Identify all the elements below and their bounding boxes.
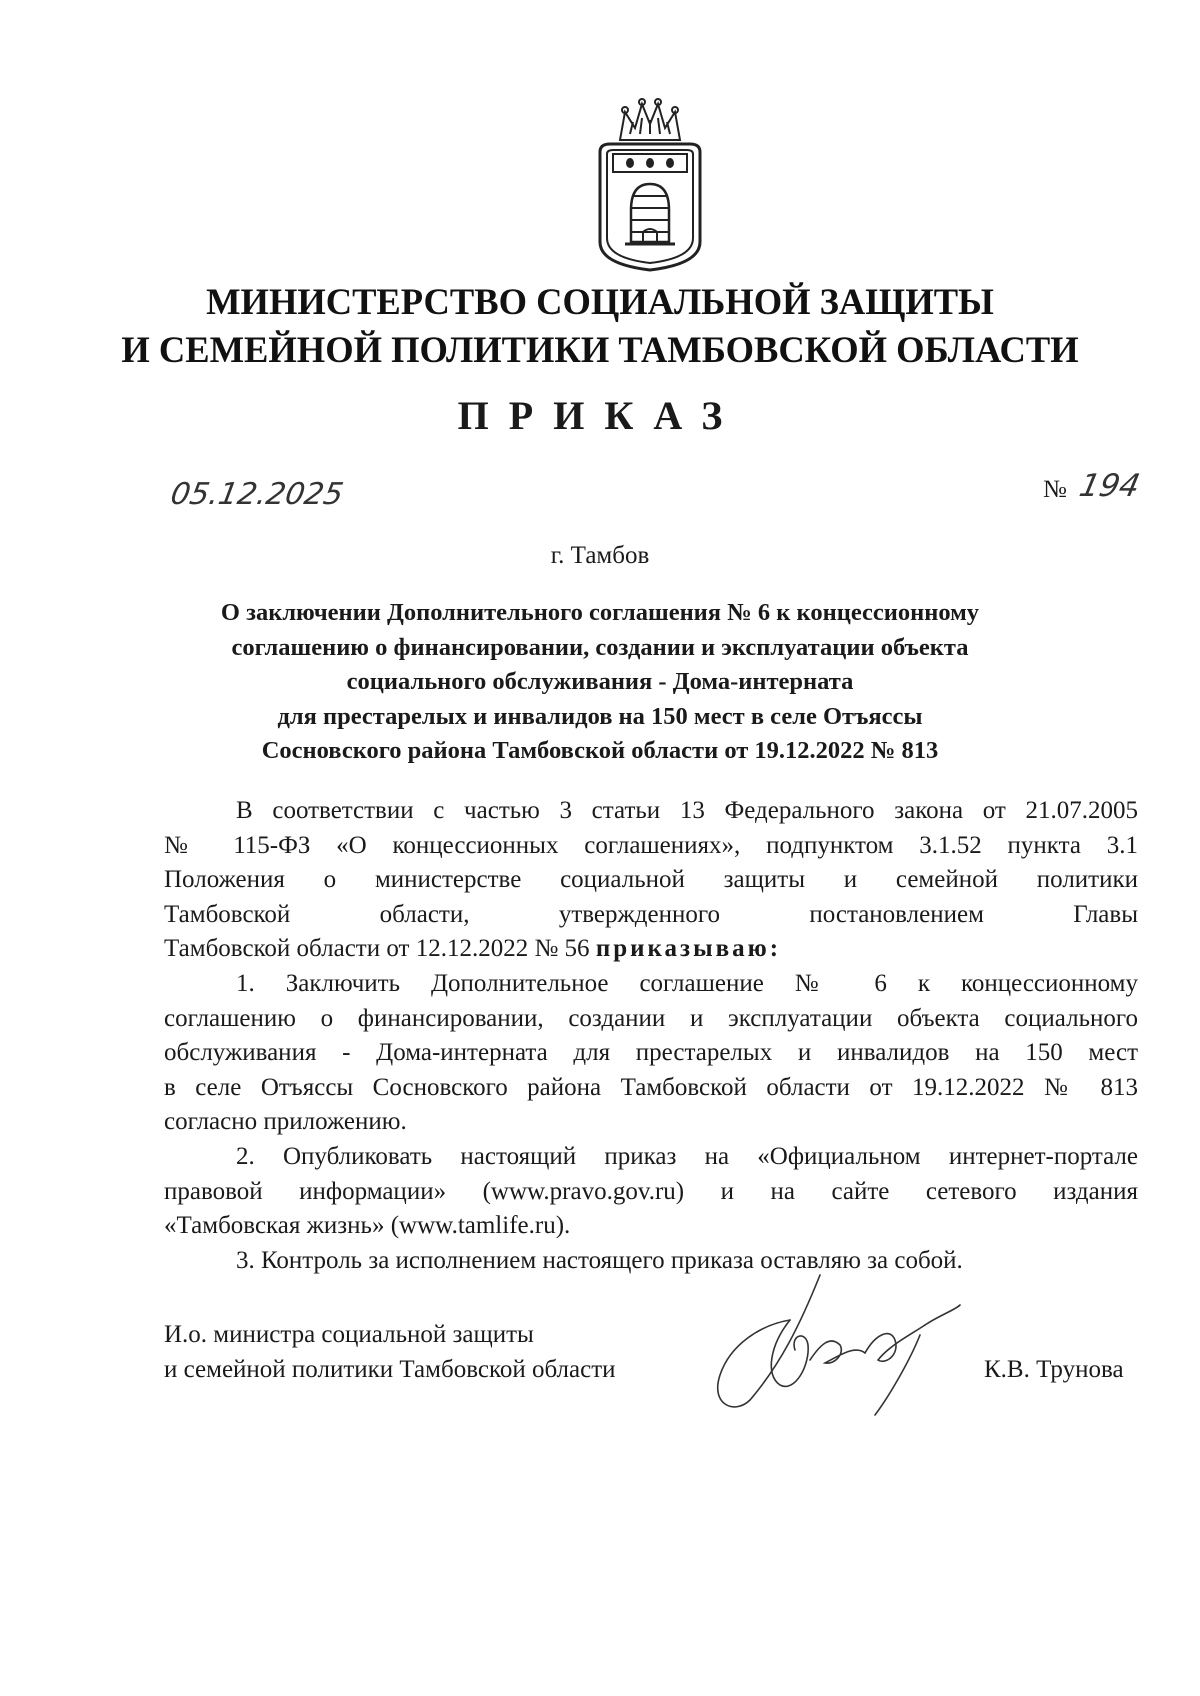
item-1-line: соглашению о финансировании, создании и эксплуатации объекта социального <box>164 1004 1138 1032</box>
ministry-heading <box>100 278 1100 374</box>
ministry-line-2: И СЕМЕЙНОЙ ПОЛИТИКИ ТАМБОВСКОЙ ОБЛАСТИ <box>121 329 1079 370</box>
preamble-line: Тамбовской области от 12.12.2022 № 56 <box>164 935 590 963</box>
handwritten-signature-icon <box>690 1265 990 1425</box>
order-number: 194 <box>1076 468 1143 504</box>
item-2-line: «Тамбовская жизнь» (www.tamlife.ru). <box>164 1212 571 1240</box>
preamble-line: № 115-ФЗ «О концессионных соглашениях», подпунктом 3.1.52 пункта 3.1 <box>164 831 1138 859</box>
item-1-line: 1. Заключить Дополнительное соглашение № 6 к концессионному <box>236 969 1138 997</box>
order-subject <box>100 596 1100 769</box>
document-type: ПРИКАЗ <box>457 393 743 438</box>
subject-line: социального обслуживания - Дома-интерната <box>346 668 854 696</box>
number-label: № <box>1043 476 1067 503</box>
city: г. Тамбов <box>550 542 650 569</box>
item-1-line: согласно приложению. <box>164 1108 407 1136</box>
subject-line: для престарелых и инвалидов на 150 мест в селе Отъяссы <box>277 702 923 730</box>
subject-line: Сосновского района Тамбовской области от 19.12.2022 № 813 <box>261 737 939 765</box>
preamble-line: Положения о министерстве социальной защиты и семейной политики <box>164 866 1138 894</box>
item-1-line: в селе Отъяссы Сосновского района Тамбовской области от 19.12.2022 № 813 <box>164 1073 1138 1101</box>
subject-line: соглашению о финансировании, создании и эксплуатации объекта <box>231 633 969 661</box>
item-3-line: 3. Контроль за исполнением настоящего приказа оставляю за собой. <box>236 1246 963 1274</box>
order-word: приказываю: <box>595 935 782 963</box>
signatory-position <box>164 1318 616 1387</box>
order-date: 05.12.2025 <box>167 477 346 512</box>
position-line: И.о. министра социальной защиты <box>164 1321 534 1348</box>
item-2-line: правовой информации» (www.pravo.gov.ru) и на сайте сетевого издания <box>164 1177 1138 1205</box>
item-2-line: 2. Опубликовать настоящий приказ на «Официальном интернет-портале <box>236 1142 1138 1170</box>
item-1-line: обслуживания - Дома-интерната для престарелых и инвалидов на 150 мест <box>164 1039 1138 1067</box>
order-body <box>164 794 1138 1278</box>
ministry-line-1: МИНИСТЕРСТВО СОЦИАЛЬНОЙ ЗАЩИТЫ <box>206 281 994 322</box>
subject-line: О заключении Дополнительного соглашения № 6 к концессионному <box>220 599 980 626</box>
preamble-line: Тамбовской области, утвержденного постановлением Главы <box>164 900 1138 928</box>
preamble-final-line <box>164 932 1138 967</box>
position-line: и семейной политики Тамбовской области <box>164 1355 616 1383</box>
preamble-line: В соответствии с частью 3 статьи 13 Федерального закона от 21.07.2005 <box>236 797 1138 824</box>
signatory-name: К.В. Трунова <box>984 1356 1124 1383</box>
coat-of-arms-icon <box>585 92 715 272</box>
